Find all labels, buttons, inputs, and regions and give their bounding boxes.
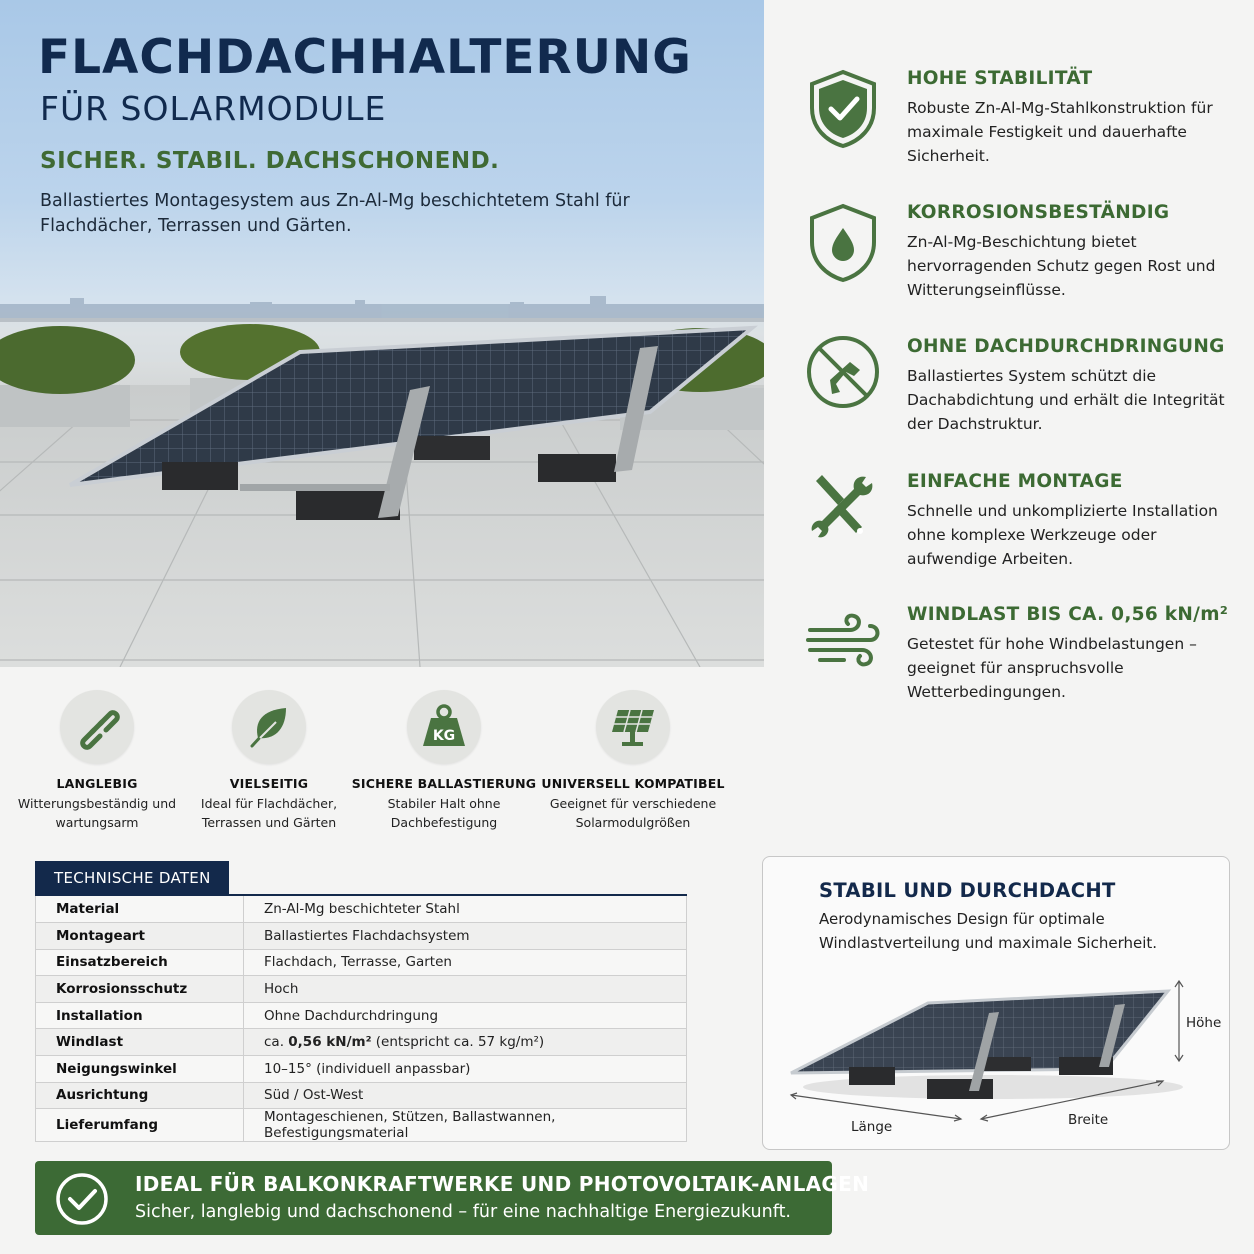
length-label: Länge (851, 1119, 893, 1135)
benefit-durable (2, 690, 192, 832)
benefit-versatile (174, 690, 364, 832)
table-row (36, 1056, 687, 1083)
tech-key: Installation (36, 1002, 244, 1029)
tech-data-header: TECHNISCHE DATEN (35, 861, 229, 895)
table-row (36, 1109, 687, 1142)
feature-title: KORROSIONSBESTÄNDIG (907, 202, 1170, 223)
feature-description: Robuste Zn-Al-Mg-Stahlkonstruktion für maximale Festigkeit und dauerhafte Sicherheit. (907, 99, 1213, 165)
feature-description: Ballastiertes System schützt die Dachabdichtung und erhält die Integrität der Dachstruktur. (907, 367, 1225, 433)
hero-title: FLACHDACHHALTERUNG (38, 30, 692, 85)
benefit-title: SICHERE BALLASTIERUNG (351, 776, 537, 791)
table-row (36, 1082, 687, 1109)
feature-title: HOHE STABILITÄT (907, 68, 1093, 89)
feature-title: EINFACHE MONTAGE (907, 471, 1123, 492)
stable-design-card (762, 856, 1230, 1150)
benefit-description: Geeignet für verschiedene Solarmodulgrößen (549, 796, 717, 830)
table-row (36, 1029, 687, 1056)
tech-key: Montageart (36, 923, 244, 950)
tech-key: Einsatzbereich (36, 949, 244, 976)
feature-description: Getestet für hohe Windbelastungen – geeignet für anspruchsvolle Wetterbedingungen. (907, 635, 1197, 701)
hero-description: Ballastiertes Montagesystem aus Zn-Al-Mg beschichtetem Stahl für Flachdächer, Terrassen und Gärten. (40, 191, 630, 236)
tech-key: Material (36, 896, 244, 923)
benefit-ballast (349, 690, 539, 832)
tech-value: Montageschienen, Stützen, Ballastwannen, Befestigungsmaterial (244, 1109, 687, 1142)
tech-value-bold: 0,56 kN/m² (288, 1034, 372, 1051)
leaf-icon (246, 704, 292, 750)
hero-section (0, 0, 764, 667)
tools-icon (800, 471, 886, 557)
benefit-description: Witterungsbeständig und wartungsarm (17, 796, 177, 830)
tech-value: 10–15° (individuell anpassbar) (244, 1056, 687, 1083)
stable-title: STABIL UND DURCHDACHT (819, 879, 1116, 902)
tech-value: Flachdach, Terrasse, Garten (244, 949, 687, 976)
hero-tagline: SICHER. STABIL. DACHSCHONEND. (40, 148, 500, 174)
benefit-title: UNIVERSELL KOMPATIBEL (541, 776, 725, 791)
tech-value: Süd / Ost-West (244, 1082, 687, 1109)
benefit-description: Ideal für Flachdächer, Terrassen und Gärten (200, 796, 338, 830)
feature-description: Schnelle und unkomplizierte Installation ohne komplexe Werkzeuge oder aufwendige Arbeiten. (907, 502, 1218, 568)
tech-key: Neigungswinkel (36, 1056, 244, 1083)
feature-title: OHNE DACHDURCHDRINGUNG (907, 336, 1225, 357)
table-row (36, 896, 687, 923)
width-label: Breite (1068, 1112, 1109, 1128)
tech-value: Ohne Dachdurchdringung (244, 1002, 687, 1029)
table-row (36, 949, 687, 976)
chain-link-icon (74, 704, 120, 750)
tech-value-suffix: (entspricht ca. 57 kg/m²) (371, 1034, 545, 1051)
benefit-compatible (538, 690, 728, 832)
hero-subtitle: FÜR SOLARMODULE (40, 89, 387, 128)
benefit-icon-circle (596, 690, 670, 764)
tech-key: Ausrichtung (36, 1082, 244, 1109)
tech-value (244, 1029, 687, 1056)
benefit-description: Stabiler Halt ohne Dachbefestigung (387, 796, 501, 830)
benefit-title: LANGLEBIG (56, 776, 138, 791)
shield-drop-icon (800, 202, 886, 288)
benefit-icon-circle (232, 690, 306, 764)
benefit-icon-circle (407, 690, 481, 764)
tech-data-table (35, 896, 687, 1142)
shield-check-icon (800, 68, 886, 154)
solar-panel-icon (608, 702, 658, 752)
wind-icon (800, 604, 886, 690)
tech-value: Hoch (244, 976, 687, 1003)
benefit-title: VIELSEITIG (229, 776, 309, 791)
table-row (36, 1002, 687, 1029)
height-label: Höhe (1186, 1015, 1222, 1031)
tech-key: Windlast (36, 1029, 244, 1056)
weight-kg-icon (419, 702, 469, 752)
banner-description: Sicher, langlebig und dachschonend – für eine nachhaltige Energiezukunft. (135, 1202, 791, 1222)
tech-value: Zn-Al-Mg beschichteter Stahl (244, 896, 687, 923)
feature-title: WINDLAST BIS CA. 0,56 kN/m² (907, 604, 1229, 625)
banner-title: IDEAL FÜR BALKONKRAFTWERKE UND PHOTOVOLTAIK-ANLAGEN (135, 1172, 870, 1196)
table-row (36, 976, 687, 1003)
tech-key: Lieferumfang (36, 1109, 244, 1142)
benefit-icon-circle (60, 690, 134, 764)
stable-description: Aerodynamisches Design für optimale Windlastverteilung und maximale Sicherheit. (819, 910, 1158, 952)
table-row (36, 923, 687, 950)
no-drill-icon (800, 336, 886, 422)
tech-value: Ballastiertes Flachdachsystem (244, 923, 687, 950)
feature-description: Zn-Al-Mg-Beschichtung bietet hervorragenden Schutz gegen Rost und Witterungseinflüsse. (907, 233, 1216, 299)
tech-value-prefix: ca. (264, 1034, 289, 1051)
bottom-banner (35, 1161, 870, 1235)
check-circle-icon (55, 1172, 109, 1226)
weight-kg-label: KG (432, 728, 456, 744)
tech-key: Korrosionsschutz (36, 976, 244, 1003)
